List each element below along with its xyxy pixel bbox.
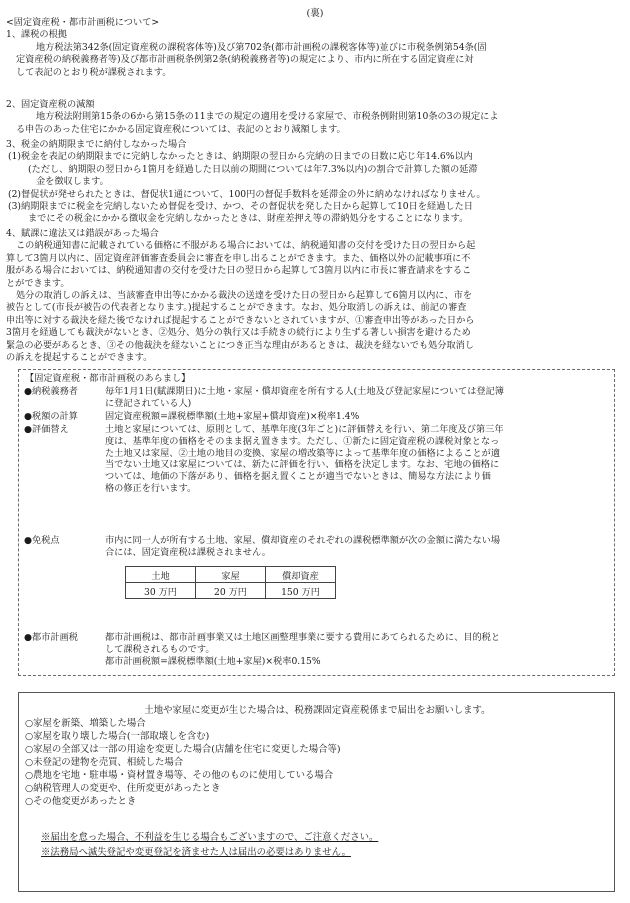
paragraph-line: 算して3箇月以内に、固定資産評価審査委員会に審査を申し出ることができます。また、価格以外の記載事項に不 <box>6 252 471 264</box>
list-item-continuation: (ただし、納期限の翌日から1箇月を経過した日以前の期間については年7.3%以内)の割合で計算した額の延滞 <box>28 163 478 175</box>
city-plan-label: ●都市計画税 <box>24 632 78 643</box>
notice-item: ○家屋の全部又は一部の用途を変更した場合(店舗を住宅に変更した場合等) <box>25 744 341 755</box>
text-line: 市内に同一人が所有する土地、家屋、償却資産のそれぞれの課税標準額が次の金額に満たない場 <box>105 535 501 546</box>
outline-box <box>18 369 615 676</box>
text-line: 度は、基準年度の価格をそのまま据え置きます。ただし、①新たに固定資産税の課税対象となっ <box>105 435 500 447</box>
section-2 <box>6 99 622 136</box>
calc-text <box>105 411 611 423</box>
table-header-row <box>126 567 336 583</box>
paragraph-line: 緊急の必要があるとき、③その他裁決を経ないことにつき正当な理由があるときは、裁決を経ないでも処分取消し <box>6 339 475 351</box>
list-item: (1)税金を表記の納期限までに完納しなかったときは、納期限の翌日から完納の日までの日数に応じ年14.6%以内 <box>8 151 473 163</box>
paragraph-line: の訴えを提起することができます。 <box>6 352 153 364</box>
table-header-cell: 償却資産 <box>266 567 336 583</box>
paragraph-line: 服がある場合においては、納税通知書の交付を受けた日の翌日から起算して3箇月以内に市長に審査請求をするこ <box>6 265 472 277</box>
text-line: 合には、固定資産税は課税されません。 <box>105 546 271 558</box>
taxpayer-text <box>105 386 611 410</box>
section-heading: 4、賦課に違法又は錯誤があった場合 <box>6 228 159 239</box>
paragraph-line: 申出等に対する裁決を経た後でなければ提起することができないとされていますが、①審査申出等があった日から <box>6 314 475 326</box>
text-line: に登記されている人) <box>105 397 192 409</box>
paragraph-line: この納税通知書に記載されている価格に不服がある場合においては、納税通知書の交付を受けた日の翌日から起 <box>16 240 476 252</box>
paragraph-line: して表記のとおり税が課税されます。 <box>16 66 172 78</box>
paragraph-line: 地方税法第342条(固定資産税の課税客体等)及び第702条(都市計画税の課税客体等)並びに市税条例第54条(固 <box>36 41 487 53</box>
paragraph-line: 処分の取消しの訴えは、当該審査申出等にかかる裁決の送達を受けた日の翌日から起算して6箇月以内に、市を <box>16 290 473 302</box>
exemption-table <box>125 566 336 599</box>
list-item: (2)督促状が発せられたときは、督促状1通について、100円の督促手数料を延滞金の外に納めなければなりません。 <box>8 188 486 200</box>
list-item-continuation: までにその税金にかかる徴収金を完納しなかったときは、財産差押え等の滞納処分をすることになります。 <box>28 213 469 225</box>
notice-item: ○納税管理人の変更や、住所変更があったとき <box>25 783 221 794</box>
notice-item: ○家屋を新築、増築した場合 <box>25 718 146 729</box>
paragraph-line: 被告として(市長が被告の代表者となります。)提起することができます。なお、処分取消しの訴えは、前記の審査 <box>6 302 467 314</box>
section-1 <box>6 17 622 79</box>
exempt-text <box>105 535 611 559</box>
text-line: 土地と家屋については、原則として、基準年度(3年ごと)に評価替えを行い、第二年度及び第三年 <box>105 424 504 435</box>
notice-item: ○農地を宅地・駐車場・資材置き場等、その他のものに使用している場合 <box>25 770 334 781</box>
text-line: 都市計画税は、都市計画事業又は土地区画整理事業に要する費用にあてられるために、目的税と <box>105 632 501 643</box>
table-header-cell: 家屋 <box>196 567 266 583</box>
section-heading: 1、課税の根拠 <box>6 29 67 41</box>
table-cell: 20 万円 <box>196 583 266 599</box>
outline-title: 【固定資産税・都市計画税のあらまし】 <box>25 373 191 384</box>
table-row <box>126 583 336 599</box>
paragraph-line: とができます。 <box>6 277 70 289</box>
text-line: 当でない土地又は家屋については、新たに評価を行い、価格を決定します。なお、宅地の価格に <box>105 459 500 471</box>
text-line: 都市計画税額=課税標準額(土地+家屋)×税率0.15% <box>105 655 321 667</box>
paragraph-line: る申告のあった住宅にかかる固定資産税については、表記のとおり減額します。 <box>16 123 346 135</box>
taxpayer-label: ●納税義務者 <box>24 386 78 397</box>
list-item: (3)納期限までに税金を完納しないため督促を受け、かつ、その督促状を発した日から起算して10日を経過した日 <box>8 201 473 213</box>
notice-item: ○その他変更があったとき <box>25 796 137 807</box>
notice-item: ○未登記の建物を売買、相続した場合 <box>25 757 184 768</box>
text-line: た土地又は家屋、②土地の地目の変換、家屋の増改築等によって基準年度の価格によることが適 <box>105 447 501 459</box>
table-header-cell: 土地 <box>126 567 196 583</box>
text-line: ついては、地価の下落があり、価格を据え置くことが適当でないときは、簡易な方法により価 <box>105 471 491 483</box>
calc-label: ●税額の計算 <box>24 411 78 422</box>
reval-text <box>105 424 611 495</box>
paragraph-line: 3箇月を経過しても裁決がないとき、②処分、処分の執行又は手続きの続行により生ずる著しい損害を避けるため <box>6 327 471 339</box>
list-item-continuation: 金を徴収します。 <box>36 176 109 188</box>
exempt-label: ●免税点 <box>24 535 60 546</box>
section-4 <box>6 228 622 364</box>
text-line: して課税されるものです。 <box>105 643 215 655</box>
paragraph-line: 定資産税の納税義務者等)及び都市計画税条例第2条(納税義務者等)の規定により、市内に所在する固定資産に対 <box>16 54 474 66</box>
notice-header: 土地や家屋に変更が生じた場合は、税務課固定資産税係まで届出をお願いします。 <box>144 705 491 716</box>
section-heading: 2、固定資産税の減額 <box>6 99 95 110</box>
text-line: 格の修正を行います。 <box>105 482 197 494</box>
main-title: <固定資産税・都市計画税について> <box>6 17 160 28</box>
paragraph-line: 地方税法附則第15条の6から第15条の11までの規定の適用を受ける家屋で、市税条例附則第10条の3の規定によ <box>36 111 499 123</box>
notice-item: ○家屋を取り壊した場合(一部取壊しを含む) <box>25 731 210 742</box>
text-line: 固定資産税額=課税標準額(土地+家屋+償却資産)×税率1.4% <box>105 411 360 422</box>
table-cell: 30 万円 <box>126 583 196 599</box>
table-cell: 150 万円 <box>266 583 336 599</box>
notice-warning: ※届出を怠った場合、不利益を生じる場合もございますので、ご注意ください。 <box>41 832 379 843</box>
section-3 <box>6 139 622 226</box>
notice-warning: ※法務局へ滅失登記や変更登記を済ませた人は届出の必要はありません。 <box>41 847 351 858</box>
text-line: 毎年1月1日(賦課期日)に土地・家屋・償却資産を所有する人(土地及び登記家屋については登記簿 <box>105 386 504 397</box>
notice-box <box>18 692 615 892</box>
reval-label: ●評価替え <box>24 424 69 435</box>
page-header: (裏) <box>306 8 324 19</box>
section-heading: 3、税金の納期限までに納付しなかった場合 <box>6 139 187 150</box>
city-plan-text <box>105 632 611 667</box>
